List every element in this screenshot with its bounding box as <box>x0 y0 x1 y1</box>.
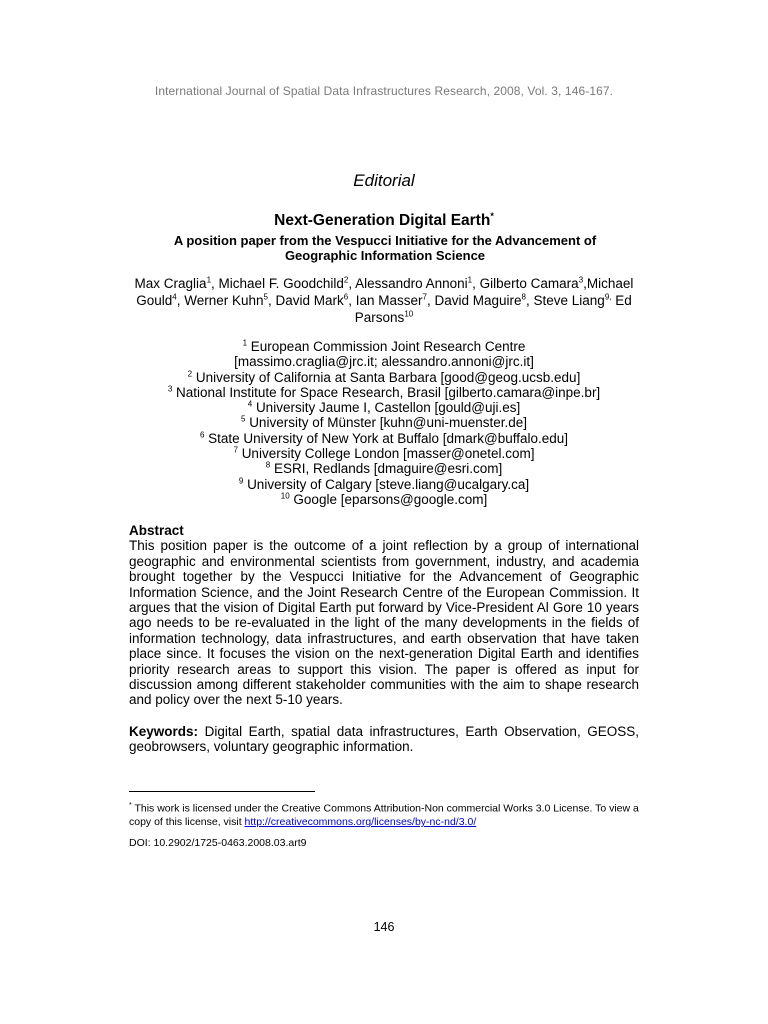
author-name: Ed Parsons <box>354 293 632 325</box>
affiliation-text: University of California at Santa Barbara [good@geog.ucsb.edu] <box>195 369 581 385</box>
affiliation-number: 1 <box>242 338 248 348</box>
affiliation-text: University Jaume I, Castellon [gould@uji.es] <box>255 400 521 416</box>
affiliation-line <box>100 492 668 507</box>
affiliation-number: 4 <box>247 399 253 409</box>
author-separator: , <box>472 276 480 291</box>
affiliation-line <box>100 415 668 430</box>
footnote-mark: * <box>129 802 132 809</box>
author-separator: , <box>176 293 185 308</box>
license-footnote <box>129 799 639 830</box>
author-separator: , <box>426 293 435 308</box>
affiliation-list <box>100 339 668 507</box>
author-affiliation-mark: 8 <box>521 292 526 302</box>
author-separator: , <box>525 293 534 308</box>
keywords-label: Keywords: <box>129 724 199 739</box>
author-separator: , <box>348 276 356 291</box>
affiliation-text: National Institute for Space Research, Brasil [gilberto.camara@inpe.br] <box>176 384 601 400</box>
affiliation-number: 2 <box>187 369 193 379</box>
author-affiliation-mark: 9, <box>604 292 612 302</box>
author-name: Michael F. Goodchild <box>218 276 344 291</box>
affiliation-line <box>100 461 668 476</box>
affiliation-text: [massimo.craglia@jrc.it; alessandro.annoni@jrc.it] <box>234 354 534 370</box>
author-separator: , <box>583 276 587 291</box>
affiliation-text: State University of New York at Buffalo [dmark@buffalo.edu] <box>208 430 569 446</box>
affiliation-number: 9 <box>238 476 244 486</box>
author-name: Alessandro Annoni <box>355 276 468 291</box>
affiliation-line <box>100 385 668 400</box>
license-link[interactable]: http://creativecommons.org/licenses/by-nc-nd/3.0/ <box>244 816 477 828</box>
footnote-text: This work is licensed under the Creative Commons Attribution-Non commercial Works 3.0 License. To view a copy of this license, visit <box>129 802 639 828</box>
affiliation-text: ESRI, Redlands [dmaguire@esri.com] <box>273 461 503 477</box>
affiliation-text: University of Münster [kuhn@uni-muenster.de] <box>249 415 528 431</box>
author-affiliation-mark: 4 <box>172 292 177 302</box>
author-name: Gilberto Camara <box>479 276 579 291</box>
affiliation-line <box>100 370 668 385</box>
affiliation-number: 5 <box>240 414 246 424</box>
paper-subtitle: A position paper from the Vespucci Initiative for the Advancement of Geographic Information Science <box>173 233 597 263</box>
footnote-divider <box>129 791 315 792</box>
doi-line: DOI: 10.2902/1725-0463.2008.03.art9 <box>129 837 307 849</box>
author-affiliation-mark: 3 <box>578 275 584 285</box>
affiliation-line <box>100 339 668 354</box>
keywords-text: Digital Earth, spatial data infrastructures, Earth Observation, GEOSS, geobrowsers, voluntary geographic information. <box>129 724 639 755</box>
author-separator: , <box>211 276 219 291</box>
author-name: Ian Masser <box>355 293 423 308</box>
affiliation-line <box>100 354 668 369</box>
keywords-section <box>129 724 639 755</box>
affiliation-number: 7 <box>233 445 238 455</box>
affiliation-text: Google [eparsons@google.com] <box>293 491 488 507</box>
affiliation-text: University College London [masser@onetel.com] <box>241 446 535 462</box>
affiliation-line <box>100 431 668 446</box>
author-affiliation-mark: 1 <box>206 275 212 285</box>
page-number: 146 <box>373 920 395 934</box>
affiliation-line <box>100 477 668 492</box>
affiliation-number: 3 <box>167 384 173 394</box>
paper-title <box>0 211 768 230</box>
author-name: Werner Kuhn <box>184 293 264 308</box>
author-name: Max Craglia <box>134 276 207 291</box>
abstract-body: This position paper is the outcome of a joint reflection by a group of international geographic and environmental scientists from government, industry, and academia brought together by the Vespucci Initiative for the Advancement of Geographic Information Science, and the Joint Research Centre of the European Commission. It argues that the vision of Digital Earth put forward by Vice-President Al Gore 10 years ago needs to be re-evaluated in the light of the many developments in the fields of information technology, data infrastructures, and earth observation that have taken place since. It focuses the vision on the next-generation Digital Earth and identifies priority research areas to support this vision. The paper is offered as input for discussion among different stakeholder communities with the aim to shape research and policy over the next 5-10 years. <box>129 538 639 708</box>
author-affiliation-mark: 5 <box>263 292 268 302</box>
author-list <box>120 275 648 326</box>
author-name: Michael Gould <box>136 276 634 308</box>
author-affiliation-mark: 2 <box>343 275 349 285</box>
running-head: International Journal of Spatial Data Infrastructures Research, 2008, Vol. 3, 146-167. <box>154 84 614 98</box>
section-label: Editorial <box>353 171 415 190</box>
affiliation-text: University of Calgary [steve.liang@ucalgary.ca] <box>247 476 530 492</box>
affiliation-number: 6 <box>199 430 205 440</box>
author-name: David Mark <box>275 293 344 308</box>
affiliation-text: European Commission Joint Research Centre <box>250 339 526 354</box>
title-footnote-mark: * <box>490 211 494 221</box>
author-separator: , <box>348 293 356 308</box>
author-name: Steve Liang <box>533 293 605 308</box>
affiliation-line <box>100 400 668 415</box>
paper-title-text: Next-Generation Digital Earth <box>274 212 491 230</box>
abstract-section <box>129 523 639 708</box>
affiliation-number: 8 <box>265 460 271 470</box>
affiliation-line <box>100 446 668 461</box>
author-affiliation-mark: 1 <box>467 275 473 285</box>
abstract-heading: Abstract <box>129 523 184 538</box>
author-name: David Maguire <box>434 293 522 308</box>
author-affiliation-mark: 10 <box>404 309 414 319</box>
author-separator: , <box>267 293 276 308</box>
affiliation-number: 10 <box>280 491 290 501</box>
author-affiliation-mark: 6 <box>343 292 349 302</box>
author-affiliation-mark: 7 <box>422 292 427 302</box>
